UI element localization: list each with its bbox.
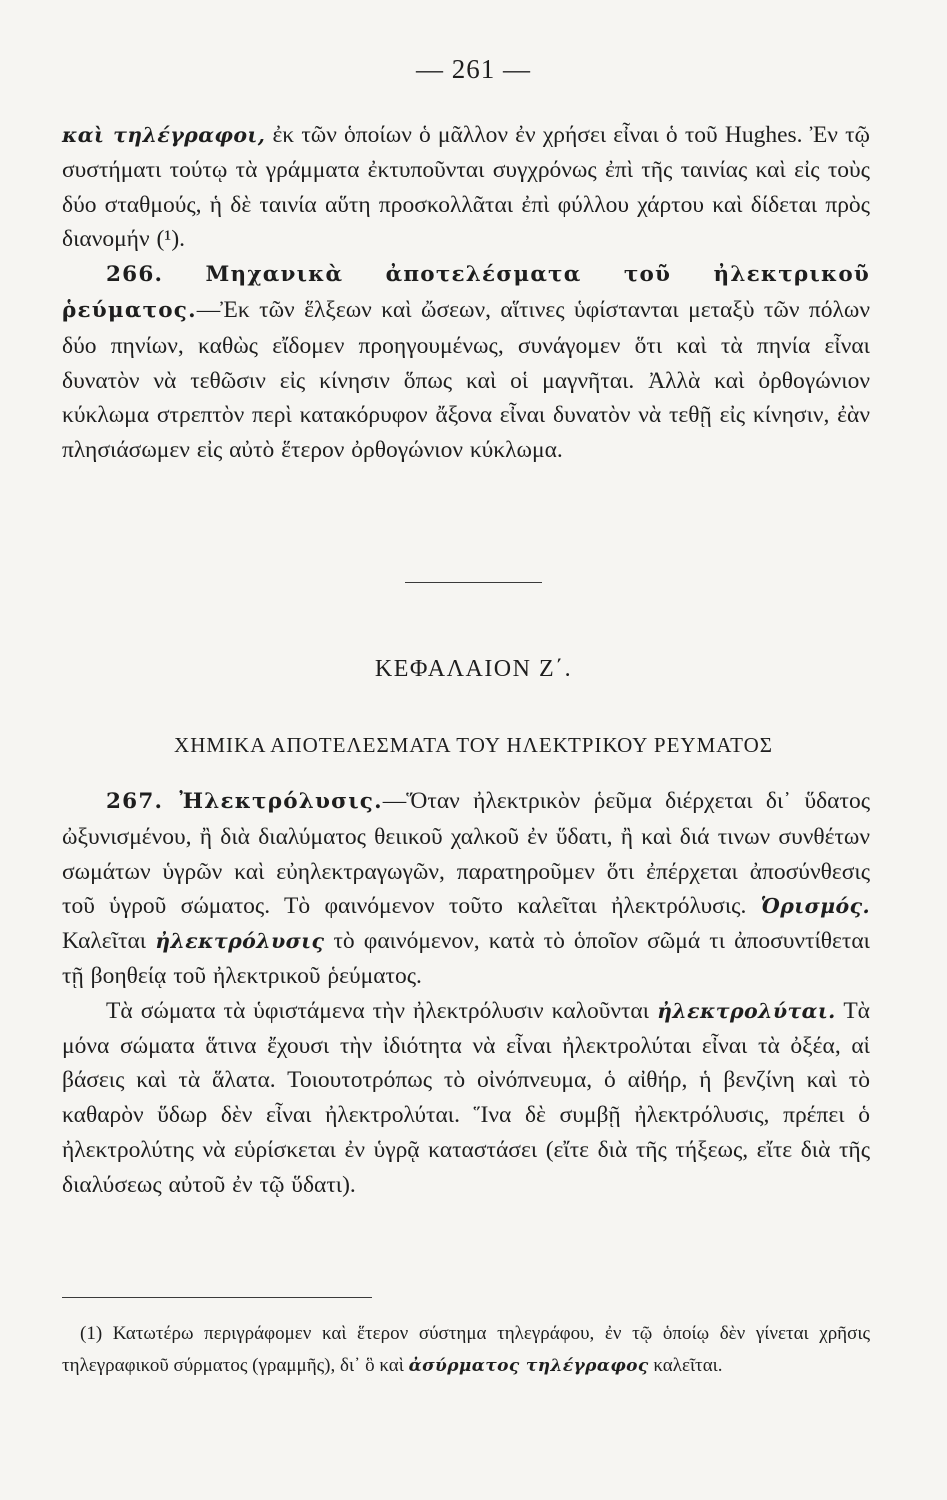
lower-text-block <box>62 784 870 1203</box>
paragraph-text: Τὰ μόνα σώματα ἅτινα ἔχουσι τὴν ἰδιότητα νὰ εἶναι ἠλεκτρολύται εἶναι τὰ ὀξέα, αἱ βάσεις καὶ τὰ ἅλατα. Τοιουτοτρόπως τὸ οἰνόπνευμα, ὁ αἰθήρ, ἡ βενζίνη καὶ τὸ καθαρὸν ὕδωρ δὲν εἶναι ἠλεκτρολύται. Ἵνα δὲ συμβῇ ἠλεκτρόλυσις, πρέπει ὁ ἠλεκτρολύτης νὰ εὑρίσκεται ἐν ὑγρᾷ καταστάσει (εἴτε διὰ τῆς τήξεως, εἴτε διὰ τῆς διαλύσεως αὐτοῦ ἐν τῷ ὕδατι). <box>62 997 870 1198</box>
footnote <box>62 1318 870 1382</box>
lead-bold-phrase: καὶ τηλέγραφοι, <box>62 123 266 147</box>
footnote-text: καλεῖται. <box>648 1354 723 1376</box>
section-text: —Ὅταν ἠλεκτρικὸν ῥεῦμα διέρχεται δι᾿ ὕδατος ὠξυνισμένου, ἢ διὰ διαλύματος θειικοῦ χαλκοῦ ἐν ὕδατι, ἢ καὶ διά τινων συνθέτων σωμάτων ὑγρῶν καὶ εὐηλεκτραγωγῶν, παρατηροῦμεν ὅτι ἐπέρχεται ἀποσύνθεσις τοῦ ὑγροῦ σώματος. Τὸ φαινόμενον τοῦτο καλεῖται ἠλεκτρόλυσις. <box>62 788 870 920</box>
footnote-marker: (1) <box>80 1323 103 1344</box>
upper-text-block <box>62 118 870 468</box>
section-text: τὸ φαινόμενον, κατὰ τὸ ὁποῖον σῶμά τι ἀποσυντίθεται τῇ βοηθείᾳ τοῦ ἠλεκτρικοῦ ῥεύματος. <box>62 928 870 989</box>
footnote-term: ἀσύρματος τηλέγραφος <box>408 1355 649 1376</box>
paragraph-electrolytes <box>62 994 870 1203</box>
section-267 <box>62 784 870 994</box>
footnote-reference: (¹). <box>149 226 186 253</box>
paragraph-text: ἐκ τῶν ὁποίων ὁ μᾶλλον ἐν χρήσει εἶναι ὁ τοῦ Hughes. Ἐν τῷ συστήματι τούτῳ τὰ γράμματα ἐκτυποῦνται συγχρόνως ἐπὶ τῆς ταινίας καὶ εἰς τοὺς δύο σταθμούς, ἡ δὲ ταινία αὕτη προσκολλᾶται ἐπὶ φύλλου χάρτου καὶ δίδεται πρὸς διανομήν <box>62 122 870 253</box>
chapter-subtitle: ΧΗΜΙΚΑ ΑΠΟΤΕΛΕΣΜΑΤΑ ΤΟΥ ΗΛΕΚΤΡΙΚΟΥ ΡΕΥΜΑΤΟΣ <box>174 733 773 757</box>
footnote-rule <box>62 1297 372 1298</box>
section-divider <box>405 582 542 583</box>
definition-term: ἠλεκτρόλυσις <box>155 929 325 954</box>
section-text: Καλεῖται <box>62 928 156 955</box>
definition-label: Ὁρισμός. <box>760 894 870 919</box>
section-heading: 267. Ἠλεκτρόλυσις. <box>106 789 383 814</box>
chapter-title: ΚΕΦΑΛΑΙΟΝ Ζ΄. <box>374 656 573 682</box>
section-text: —Ἐκ τῶν ἕλξεων καὶ ὤσεων, αἵτινες ὑφίστανται μεταξὺ τῶν πόλων δύο πηνίων, καθὼς εἴδομεν προηγουμένως, συνάγομεν ὅτι καὶ τὰ πηνία εἶναι δυνατὸν νὰ τεθῶσιν εἰς κίνησιν ὅπως καὶ οἱ μαγνῆται. Ἀλλὰ καὶ ὀρθογώνιον κύκλωμα στρεπτὸν περὶ κατακόρυφον ἄξονα εἶναι δυνατὸν νὰ τεθῇ εἰς κίνησιν, ἐὰν πλησιάσωμεν εἰς αὐτὸ ἕτερον ὀρθογώνιον κύκλωμα. <box>62 296 870 464</box>
electrolytes-term: ἠλεκτρολύται. <box>657 998 836 1023</box>
section-266 <box>62 257 870 468</box>
page-number: — 261 — <box>416 54 531 84</box>
paragraph-text: Τὰ σώματα τὰ ὑφιστάμενα τὴν ἠλεκτρόλυσιν καλοῦνται <box>106 997 658 1024</box>
footnote-text: Κατωτέρω περιγράφομεν καὶ ἕτερον σύστημα τηλεγράφου, ἐν τῷ ὁποίῳ δὲν γίνεται χρῆσις τηλεγραφικοῦ σύρματος (γραμμῆς), δι᾿ ὃ καὶ <box>62 1323 870 1376</box>
section-heading: 266. Μηχανικὰ ἀποτελέσματα τοῦ ἠλεκτρικοῦ ῥεύματος. <box>62 262 870 323</box>
paragraph-telegraph <box>62 118 870 257</box>
